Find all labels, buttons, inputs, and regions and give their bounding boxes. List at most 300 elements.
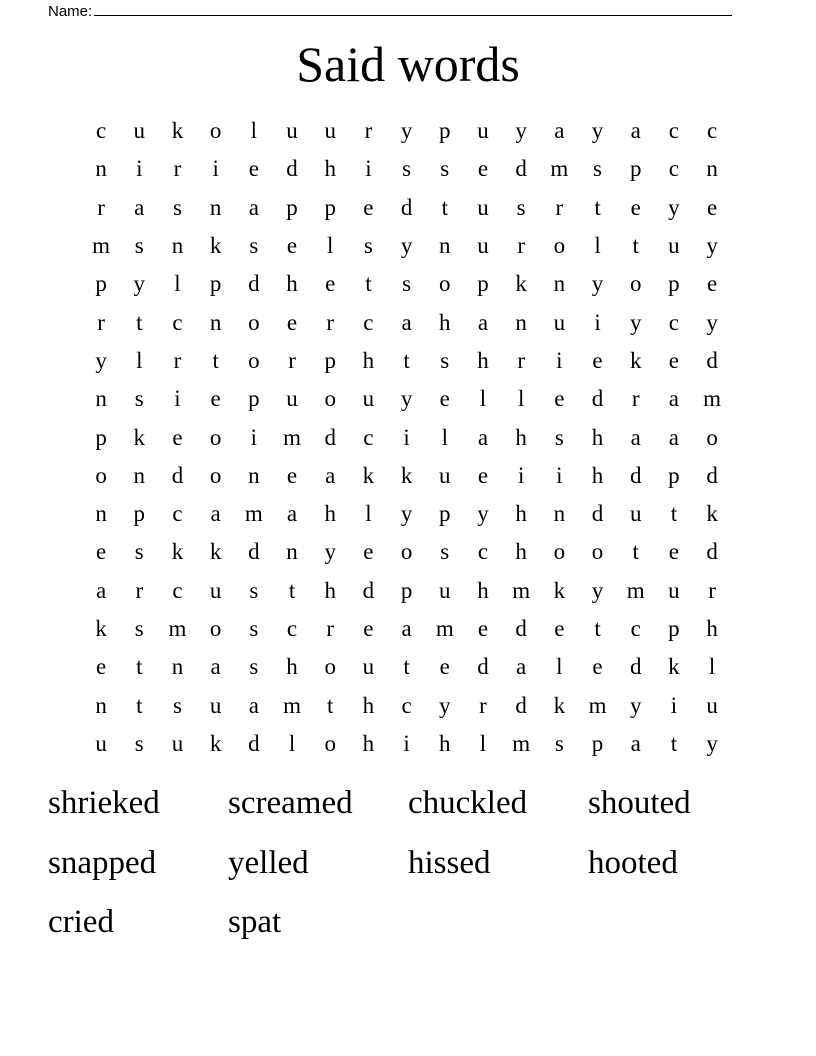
grid-letter[interactable]: h — [324, 501, 336, 527]
grid-letter[interactable]: o — [439, 271, 451, 297]
grid-letter[interactable]: e — [210, 386, 221, 412]
grid-letter[interactable]: e — [286, 233, 298, 259]
grid-letter[interactable]: r — [97, 194, 105, 220]
grid-letter[interactable]: d — [706, 462, 718, 488]
grid-letter[interactable]: d — [591, 386, 604, 412]
grid-letter[interactable]: m — [283, 424, 301, 450]
grid-letter[interactable]: r — [326, 616, 335, 641]
grid-letter[interactable]: k — [95, 616, 107, 641]
grid-letter[interactable]: p — [439, 501, 451, 527]
grid-letter[interactable]: u — [209, 577, 222, 603]
grid-letter[interactable]: d — [324, 424, 336, 450]
grid-letter[interactable]: d — [515, 616, 527, 641]
grid-letter[interactable]: y — [400, 233, 413, 259]
grid-letter[interactable]: m — [92, 233, 111, 259]
grid-letter[interactable]: e — [668, 347, 680, 373]
grid-letter[interactable]: h — [324, 577, 336, 603]
grid-letter[interactable]: c — [172, 309, 183, 335]
grid-letter[interactable]: d — [400, 194, 413, 220]
grid-letter[interactable]: p — [668, 616, 680, 641]
grid-row — [82, 112, 731, 150]
grid-letter[interactable]: a — [248, 194, 259, 220]
grid-letter[interactable]: o — [629, 271, 642, 297]
grid-letter[interactable]: d — [248, 539, 260, 565]
grid-letter[interactable]: a — [477, 309, 489, 335]
grid-letter[interactable]: c — [95, 118, 107, 144]
grid-letter[interactable]: s — [249, 577, 259, 603]
grid-letter[interactable]: t — [327, 692, 334, 718]
grid-letter[interactable]: u — [439, 577, 451, 603]
grid-letter[interactable]: d — [248, 730, 260, 756]
grid-letter[interactable]: l — [327, 233, 334, 259]
grid-letter[interactable]: r — [288, 347, 296, 373]
grid-letter[interactable]: y — [400, 386, 413, 412]
grid-letter[interactable]: u — [477, 194, 489, 220]
grid-letter[interactable]: o — [95, 462, 107, 488]
grid-letter[interactable]: a — [668, 386, 680, 412]
grid-letter[interactable]: e — [95, 539, 107, 565]
grid-letter[interactable]: n — [95, 156, 107, 182]
grid-letter[interactable]: i — [174, 386, 181, 412]
grid-letter[interactable]: y — [439, 692, 451, 718]
grid-letter[interactable]: p — [133, 501, 146, 527]
grid-letter[interactable]: n — [95, 501, 107, 527]
grid-letter[interactable]: o — [248, 347, 260, 373]
grid-letter[interactable]: a — [401, 616, 412, 641]
grid-letter[interactable]: s — [172, 194, 182, 220]
grid-letter[interactable]: r — [517, 233, 525, 259]
grid-letter[interactable]: s — [172, 692, 182, 718]
grid-letter[interactable]: k — [133, 424, 146, 450]
grid-letter[interactable]: y — [706, 233, 718, 259]
grid-letter[interactable]: l — [479, 730, 487, 756]
grid-letter[interactable]: s — [516, 194, 526, 220]
grid-letter[interactable]: n — [706, 156, 718, 182]
grid-letter[interactable]: p — [629, 156, 642, 182]
grid-letter[interactable]: r — [517, 347, 525, 373]
grid-letter[interactable]: n — [171, 233, 184, 259]
grid-letter[interactable]: s — [134, 539, 144, 565]
grid-letter[interactable]: d — [515, 692, 527, 718]
grid-letter[interactable]: m — [512, 730, 531, 756]
grid-row — [82, 457, 731, 495]
grid-letter[interactable]: e — [363, 539, 374, 565]
grid-letter[interactable]: r — [555, 194, 564, 220]
grid-letter[interactable]: n — [553, 501, 566, 527]
grid-letter[interactable]: s — [402, 271, 412, 297]
grid-letter[interactable]: n — [171, 654, 184, 680]
grid-letter[interactable]: o — [400, 539, 413, 565]
word-bank-item: chuckled — [408, 785, 528, 821]
grid-letter[interactable]: d — [591, 501, 604, 527]
grid-letter[interactable]: i — [365, 156, 372, 182]
grid-letter[interactable]: y — [324, 539, 336, 565]
grid-letter[interactable]: h — [591, 462, 604, 488]
grid-letter[interactable]: e — [668, 539, 680, 565]
grid-letter[interactable]: l — [365, 501, 372, 527]
grid-letter[interactable]: h — [439, 730, 451, 756]
grid-letter[interactable]: l — [517, 386, 525, 412]
name-field[interactable] — [48, 0, 732, 21]
grid-letter[interactable]: i — [670, 692, 678, 718]
grid-letter[interactable]: e — [363, 194, 374, 220]
name-underline[interactable] — [94, 0, 732, 16]
grid-letter[interactable]: h — [324, 156, 336, 182]
grid-letter[interactable]: r — [708, 577, 716, 603]
grid-letter[interactable]: s — [440, 156, 450, 182]
grid-letter[interactable]: k — [400, 462, 413, 488]
grid-letter[interactable]: y — [668, 194, 680, 220]
grid-letter[interactable]: n — [95, 692, 107, 718]
grid-letter[interactable]: t — [441, 194, 448, 220]
grid-letter[interactable]: a — [210, 654, 221, 680]
grid-letter[interactable]: s — [134, 616, 144, 641]
grid-letter[interactable]: m — [550, 156, 569, 182]
grid-letter[interactable]: k — [171, 539, 184, 565]
grid-letter[interactable]: t — [670, 730, 678, 756]
grid-letter[interactable]: s — [440, 539, 450, 565]
grid-letter[interactable]: t — [136, 692, 143, 718]
grid-letter[interactable]: h — [515, 539, 527, 565]
grid-letter[interactable]: e — [439, 654, 450, 680]
grid-letter[interactable]: p — [668, 462, 680, 488]
grid-letter[interactable]: e — [95, 654, 107, 680]
grid-letter[interactable]: s — [402, 156, 412, 182]
grid-letter[interactable]: h — [362, 730, 375, 756]
grid-letter[interactable]: m — [168, 616, 187, 641]
grid-letter[interactable]: c — [286, 616, 298, 641]
grid-letter[interactable]: s — [134, 386, 144, 412]
grid-letter[interactable]: h — [362, 692, 375, 718]
grid-letter[interactable]: u — [171, 730, 184, 756]
grid-letter[interactable]: l — [441, 424, 448, 450]
grid-letter[interactable]: m — [244, 501, 263, 527]
grid-letter[interactable]: h — [362, 347, 375, 373]
grid-letter[interactable]: a — [248, 692, 259, 718]
grid-letter[interactable]: m — [512, 577, 531, 603]
grid-letter[interactable]: a — [325, 462, 336, 488]
grid-letter[interactable]: i — [594, 309, 601, 335]
grid-letter[interactable]: c — [172, 577, 183, 603]
grid-letter[interactable]: a — [668, 424, 680, 450]
grid-letter[interactable]: u — [668, 233, 680, 259]
grid-letter[interactable]: i — [136, 156, 143, 182]
grid-row — [82, 342, 731, 380]
grid-letter[interactable]: t — [403, 347, 410, 373]
grid-letter[interactable]: d — [171, 462, 184, 488]
grid-letter[interactable]: r — [97, 309, 105, 335]
grid-letter[interactable]: u — [477, 233, 489, 259]
grid-letter[interactable]: i — [403, 424, 410, 450]
grid-letter[interactable]: d — [286, 156, 298, 182]
grid-letter[interactable]: l — [174, 271, 181, 297]
grid-letter[interactable]: t — [136, 654, 143, 680]
grid-letter[interactable]: i — [212, 156, 219, 182]
grid-letter[interactable]: c — [172, 501, 183, 527]
grid-letter[interactable]: c — [706, 118, 718, 144]
grid-letter[interactable]: y — [629, 692, 642, 718]
grid-letter[interactable]: a — [134, 194, 145, 220]
grid-letter[interactable]: m — [703, 386, 722, 412]
grid-letter[interactable]: i — [556, 347, 563, 373]
grid-letter[interactable]: s — [593, 156, 602, 182]
grid-letter[interactable]: e — [592, 347, 603, 373]
grid-letter[interactable]: a — [630, 118, 641, 144]
grid-letter[interactable]: p — [209, 271, 222, 297]
grid-letter[interactable]: e — [325, 271, 336, 297]
grid-letter[interactable]: u — [133, 118, 146, 144]
grid-letter[interactable]: u — [362, 654, 375, 680]
grid-letter[interactable]: e — [706, 194, 718, 220]
grid-letter[interactable]: a — [516, 654, 527, 680]
grid-letter[interactable]: s — [249, 654, 259, 680]
grid-letter[interactable]: m — [283, 692, 301, 718]
grid-letter[interactable]: h — [477, 577, 489, 603]
grid-letter[interactable]: o — [553, 539, 566, 565]
grid-row — [82, 150, 731, 188]
grid-letter[interactable]: c — [363, 309, 374, 335]
grid-letter[interactable]: e — [477, 156, 489, 182]
grid-letter[interactable]: o — [324, 654, 336, 680]
grid-letter[interactable]: e — [477, 616, 489, 641]
grid-letter[interactable]: t — [365, 271, 372, 297]
grid-letter[interactable]: s — [363, 233, 373, 259]
grid-letter[interactable]: n — [133, 462, 146, 488]
grid-letter[interactable]: p — [439, 118, 451, 144]
grid-letter[interactable]: d — [477, 654, 489, 680]
grid-letter[interactable]: k — [209, 730, 222, 756]
grid-letter[interactable]: y — [133, 271, 146, 297]
grid-letter[interactable]: k — [171, 118, 184, 144]
grid-letter[interactable]: n — [515, 309, 527, 335]
grid-letter[interactable]: h — [286, 654, 298, 680]
grid-letter[interactable]: t — [212, 347, 219, 373]
grid-letter[interactable]: n — [209, 194, 222, 220]
grid-letter[interactable]: u — [95, 730, 107, 756]
grid-letter[interactable]: u — [362, 386, 375, 412]
grid-letter[interactable]: s — [249, 616, 259, 641]
grid-letter[interactable]: a — [95, 577, 107, 603]
grid-letter[interactable]: n — [439, 233, 451, 259]
grid-letter[interactable]: p — [248, 386, 260, 412]
grid-letter[interactable]: s — [134, 233, 144, 259]
grid-letter[interactable]: p — [400, 577, 413, 603]
grid-letter[interactable]: n — [553, 271, 566, 297]
grid-letter[interactable]: c — [630, 616, 641, 641]
word-search-grid[interactable] — [82, 112, 731, 763]
grid-letter[interactable]: s — [554, 730, 564, 756]
grid-letter[interactable]: k — [668, 654, 680, 680]
grid-letter[interactable]: y — [591, 577, 604, 603]
grid-letter[interactable]: c — [668, 309, 680, 335]
grid-letter[interactable]: k — [209, 539, 222, 565]
grid-letter[interactable]: t — [594, 194, 601, 220]
grid-letter[interactable]: y — [706, 730, 718, 756]
grid-letter[interactable]: n — [95, 386, 107, 412]
grid-letter[interactable]: l — [479, 386, 487, 412]
grid-letter[interactable]: t — [670, 501, 678, 527]
grid-letter[interactable]: h — [591, 424, 604, 450]
word-bank-item: spat — [228, 904, 282, 940]
grid-letter[interactable]: k — [515, 271, 527, 297]
grid-letter[interactable]: p — [286, 194, 298, 220]
grid-letter[interactable]: c — [668, 156, 680, 182]
grid-letter[interactable]: a — [554, 118, 565, 144]
grid-letter[interactable]: d — [629, 462, 642, 488]
grid-letter[interactable]: i — [556, 462, 563, 488]
grid-letter[interactable]: d — [706, 347, 718, 373]
grid-letter[interactable]: m — [435, 616, 454, 641]
grid-letter[interactable]: h — [515, 501, 527, 527]
grid-letter[interactable]: e — [592, 654, 603, 680]
grid-letter[interactable]: n — [209, 309, 222, 335]
grid-row — [82, 572, 731, 610]
grid-letter[interactable]: y — [591, 118, 604, 144]
grid-letter[interactable]: h — [439, 309, 451, 335]
grid-letter[interactable]: u — [286, 118, 298, 144]
grid-letter[interactable]: n — [286, 539, 298, 565]
grid-letter[interactable]: r — [173, 156, 182, 182]
grid-letter[interactable]: r — [135, 577, 144, 603]
grid-letter[interactable]: c — [363, 424, 374, 450]
grid-letter[interactable]: k — [629, 347, 642, 373]
grid-letter[interactable]: e — [477, 462, 489, 488]
grid-letter[interactable]: i — [517, 462, 525, 488]
grid-letter[interactable]: c — [477, 539, 489, 565]
grid-letter[interactable]: k — [706, 501, 718, 527]
grid-letter[interactable]: h — [706, 616, 718, 641]
grid-letter[interactable]: y — [515, 118, 527, 144]
grid-letter[interactable]: i — [250, 424, 258, 450]
grid-letter[interactable]: r — [479, 692, 487, 718]
grid-letter[interactable]: m — [588, 692, 607, 718]
grid-letter[interactable]: e — [286, 309, 298, 335]
grid-letter[interactable]: o — [209, 616, 222, 641]
grid-letter[interactable]: r — [631, 386, 640, 412]
grid-letter[interactable]: t — [594, 616, 601, 641]
grid-letter[interactable]: o — [553, 233, 566, 259]
grid-letter[interactable]: h — [477, 347, 489, 373]
grid-letter[interactable]: e — [248, 156, 259, 182]
grid-letter[interactable]: l — [250, 118, 258, 144]
grid-letter[interactable]: u — [286, 386, 298, 412]
grid-letter[interactable]: s — [554, 424, 564, 450]
grid-letter[interactable]: o — [209, 424, 222, 450]
grid-letter[interactable]: k — [209, 233, 222, 259]
grid-letter[interactable]: y — [706, 309, 718, 335]
grid-letter[interactable]: e — [554, 386, 565, 412]
grid-letter[interactable]: c — [401, 692, 412, 718]
grid-letter[interactable]: r — [364, 118, 373, 144]
grid-letter[interactable]: u — [706, 692, 718, 718]
grid-letter[interactable]: y — [95, 347, 107, 373]
grid-letter[interactable]: d — [248, 271, 260, 297]
grid-letter[interactable]: t — [632, 539, 639, 565]
grid-letter[interactable]: l — [708, 654, 716, 680]
grid-letter[interactable]: s — [134, 730, 144, 756]
grid-letter[interactable]: e — [286, 462, 298, 488]
grid-letter[interactable]: p — [324, 194, 336, 220]
grid-letter[interactable]: d — [629, 654, 642, 680]
grid-letter[interactable]: l — [288, 730, 296, 756]
grid-letter[interactable]: d — [515, 156, 527, 182]
grid-letter[interactable]: o — [591, 539, 604, 565]
grid-letter[interactable]: s — [440, 347, 450, 373]
grid-letter[interactable]: a — [286, 501, 298, 527]
grid-letter[interactable]: p — [95, 424, 107, 450]
grid-letter[interactable]: o — [248, 309, 260, 335]
grid-letter[interactable]: k — [553, 692, 566, 718]
grid-letter[interactable]: o — [324, 730, 336, 756]
grid-letter[interactable]: e — [630, 194, 641, 220]
grid-letter[interactable]: u — [553, 309, 566, 335]
grid-letter[interactable]: u — [629, 501, 642, 527]
grid-letter[interactable]: d — [706, 539, 718, 565]
grid-row — [82, 495, 731, 533]
grid-letter[interactable]: a — [210, 501, 221, 527]
grid-letter[interactable]: p — [324, 347, 336, 373]
grid-letter[interactable]: o — [209, 118, 222, 144]
grid-letter[interactable]: a — [401, 309, 412, 335]
grid-letter[interactable]: p — [668, 271, 680, 297]
grid-letter[interactable]: e — [172, 424, 183, 450]
grid-letter[interactable]: u — [477, 118, 489, 144]
grid-letter[interactable]: t — [403, 654, 410, 680]
grid-letter[interactable]: k — [362, 462, 375, 488]
grid-letter[interactable]: a — [477, 424, 489, 450]
grid-letter[interactable]: e — [706, 271, 718, 297]
grid-letter[interactable]: c — [668, 118, 680, 144]
grid-letter[interactable]: o — [706, 424, 718, 450]
grid-letter[interactable]: r — [326, 309, 335, 335]
grid-letter[interactable]: s — [249, 233, 259, 259]
grid-letter[interactable]: u — [439, 462, 451, 488]
grid-letter[interactable]: a — [630, 730, 641, 756]
grid-letter[interactable]: n — [248, 462, 260, 488]
grid-letter[interactable]: d — [362, 577, 375, 603]
grid-letter[interactable]: e — [439, 386, 450, 412]
grid-letter[interactable]: r — [173, 347, 182, 373]
grid-letter[interactable]: k — [553, 577, 566, 603]
grid-letter[interactable]: m — [626, 577, 645, 603]
grid-letter[interactable]: l — [136, 347, 143, 373]
grid-letter[interactable]: o — [324, 386, 336, 412]
grid-letter[interactable]: l — [556, 654, 563, 680]
grid-letter[interactable]: e — [554, 616, 565, 641]
grid-letter[interactable]: p — [591, 730, 604, 756]
grid-letter[interactable]: e — [363, 616, 374, 641]
grid-letter[interactable]: u — [324, 118, 336, 144]
grid-letter[interactable]: i — [403, 730, 410, 756]
grid-letter[interactable]: y — [477, 501, 489, 527]
grid-letter[interactable]: p — [95, 271, 107, 297]
grid-letter[interactable]: u — [209, 692, 222, 718]
grid-letter[interactable]: y — [400, 118, 413, 144]
grid-letter[interactable]: u — [668, 577, 680, 603]
grid-letter[interactable]: y — [400, 501, 413, 527]
grid-letter[interactable]: p — [477, 271, 489, 297]
grid-letter[interactable]: o — [209, 462, 222, 488]
grid-letter[interactable]: a — [630, 424, 641, 450]
grid-letter[interactable]: y — [591, 271, 604, 297]
grid-letter[interactable]: h — [286, 271, 298, 297]
grid-letter[interactable]: t — [288, 577, 296, 603]
grid-letter[interactable]: h — [515, 424, 527, 450]
grid-letter[interactable]: l — [594, 233, 601, 259]
grid-letter[interactable]: y — [629, 309, 642, 335]
grid-letter[interactable]: t — [632, 233, 639, 259]
grid-letter[interactable]: t — [136, 309, 143, 335]
